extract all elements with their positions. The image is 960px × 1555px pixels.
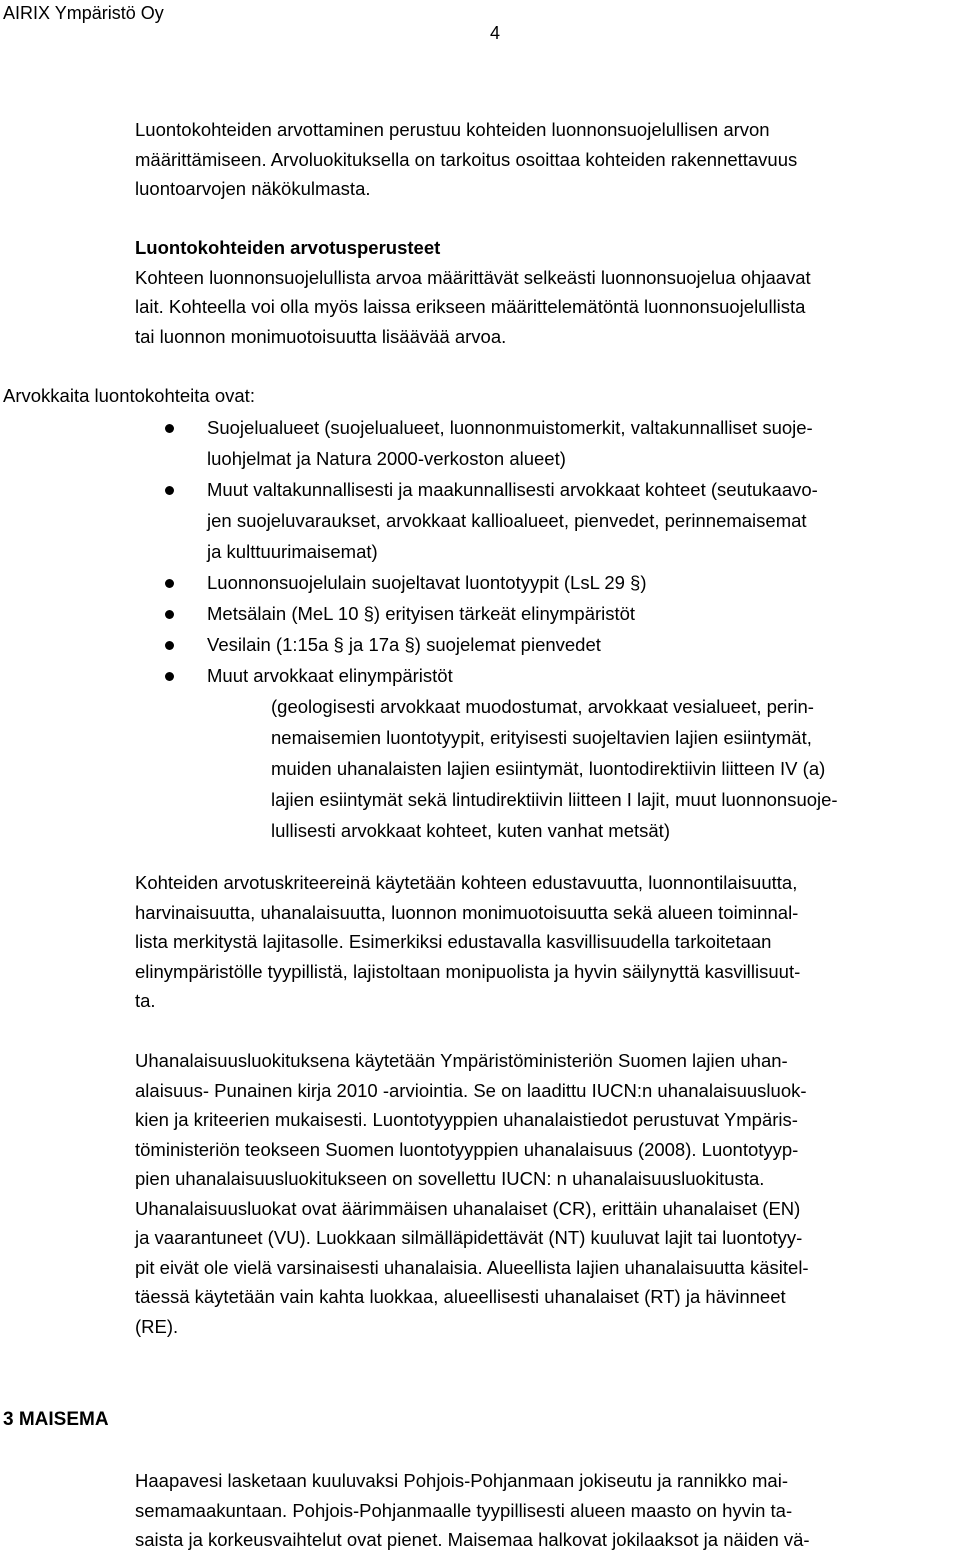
paragraph-line: semamaakuntaan. Pohjois-Pohjanmaalle tyypillisesti alueen maasto on hyvin ta- (135, 1499, 793, 1521)
paragraph-line: saista ja korkeusvaihtelut ovat pienet. Maisemaa halkovat jokilaaksot ja näiden vä- (135, 1529, 810, 1550)
intro-line: luontoarvojen näkökulmasta. (135, 178, 371, 199)
list-item-line: ja kulttuurimaisemat) (207, 541, 378, 562)
paragraph-line: Uhanalaisuusluokat ovat äärimmäisen uhanalaiset (CR), erittäin uhanalaiset (EN) (135, 1197, 801, 1219)
criteria-section (135, 233, 960, 351)
paragraph-line: ta. (135, 990, 156, 1011)
list-item-line: Muut arvokkaat elinympäristöt (207, 665, 453, 686)
list-item-subline: (geologisesti arvokkaat muodostumat, arvokkaat vesialueet, perin- (271, 696, 814, 717)
criteria-heading: Luontokohteiden arvotusperusteet (135, 237, 441, 258)
header-company-name: AIRIX Ympäristö Oy (3, 3, 164, 23)
list-item (165, 629, 960, 660)
bullet-icon (165, 486, 174, 495)
list-item-subline: lullisesti arvokkaat kohteet, kuten vanhat metsät) (271, 820, 670, 841)
paragraph-line: kien ja kriteerien mukaisesti. Luontotyyppien uhanalaistiedot perustuvat Ympäris- (135, 1109, 798, 1130)
list-item-line: Luonnonsuojelulain suojeltavat luontotyypit (LsL 29 §) (207, 572, 647, 593)
list-item-line: Metsälain (MeL 10 §) erityisen tärkeät elinympäristöt (207, 603, 636, 624)
list-item (165, 412, 960, 474)
list-item-line: luohjelmat ja Natura 2000-verkoston alueet) (207, 448, 566, 469)
list-item-subtext (207, 691, 960, 846)
valuable-sites-list (165, 412, 960, 846)
list-item (165, 567, 960, 598)
bullet-icon (165, 672, 174, 681)
intro-line: määrittämiseen. Arvoluokituksella on tarkoitus osoittaa kohteiden rakennettavuus (135, 148, 798, 170)
bullet-icon (165, 610, 174, 619)
list-item-line: Suojelualueet (suojelualueet, luonnonmuistomerkit, valtakunnalliset suoje- (207, 417, 813, 438)
paragraph-line: pit eivät ole vielä varsinaisesti uhanalaisia. Alueellista lajien uhanalaisuutta käsitel- (135, 1256, 809, 1278)
paragraph-line: (RE). (135, 1315, 179, 1337)
list-item-line: jen suojeluvaraukset, arvokkaat kallioalueet, pienvedet, perinnemaisemat (207, 510, 807, 531)
paragraph-line: pien uhanalaisuusluokitukseen on sovellettu IUCN: n uhanalaisuusluokitusta. (135, 1168, 765, 1189)
paragraph-line: lista merkitystä lajitasolle. Esimerkiksi edustavalla kasvillisuudella tarkoitetaan (135, 931, 772, 952)
assessment-criteria-paragraph (135, 868, 960, 1016)
paragraph-line: ja vaarantuneet (VU). Luokkaan silmälläpidettävät (NT) kuuluvat lajit tai luontotyy- (135, 1227, 803, 1248)
criteria-line: tai luonnon monimuotoisuutta lisäävää arvoa. (135, 325, 507, 347)
list-item-subline: nemaisemien luontotyypit, erityisesti suojeltavien lajien esiintymät, (271, 727, 812, 748)
intro-line: Luontokohteiden arvottaminen perustuu kohteiden luonnonsuojelullisen arvon (135, 119, 770, 140)
section-heading-landscape: 3 MAISEMA (3, 1409, 109, 1430)
paragraph-line: töministeriön teokseen Suomen luontotyyppien uhanalaisuus (2008). Luontotyyp- (135, 1138, 799, 1160)
paragraph-line: täessä käytetään vain kahta luokkaa, alueellisesti uhanalaiset (RT) ja hävinneet (135, 1286, 786, 1307)
paragraph-line: Haapavesi lasketaan kuuluvaksi Pohjois-Pohjanmaan jokiseutu ja rannikko mai- (135, 1470, 788, 1491)
valuable-sites-intro: Arvokkaita luontokohteita ovat: (3, 385, 255, 406)
intro-paragraph (135, 115, 960, 204)
paragraph-line: harvinaisuutta, uhanalaisuutta, luonnon monimuotoisuutta sekä alueen toiminnal- (135, 901, 799, 923)
list-item (165, 660, 960, 846)
list-item (165, 474, 960, 567)
list-item-subline: lajien esiintymät sekä lintudirektiivin liitteen I lajit, muut luonnonsuoje- (271, 789, 838, 810)
list-item (165, 598, 960, 629)
bullet-icon (165, 641, 174, 650)
threat-classification-paragraph (135, 1046, 960, 1341)
paragraph-line: Uhanalaisuusluokituksena käytetään Ympäristöministeriön Suomen lajien uhan- (135, 1050, 788, 1071)
page-number: 4 (490, 23, 501, 43)
list-item-line: Vesilain (1:15a § ja 17a §) suojelemat pienvedet (207, 634, 601, 655)
paragraph-line: Kohteiden arvotuskriteereinä käytetään kohteen edustavuutta, luonnontilaisuutta, (135, 872, 798, 893)
list-item-line: Muut valtakunnallisesti ja maakunnallisesti arvokkaat kohteet (seutukaavo- (207, 479, 818, 500)
landscape-paragraph (135, 1466, 960, 1555)
paragraph-line: alaisuus- Punainen kirja 2010 -arviointia. Se on laadittu IUCN:n uhanalaisuusluok- (135, 1079, 807, 1101)
bullet-icon (165, 579, 174, 588)
list-item-subline: muiden uhanalaisten lajien esiintymät, luontodirektiivin liitteen IV (a) (271, 758, 826, 779)
bullet-icon (165, 424, 174, 433)
criteria-line: Kohteen luonnonsuojelullista arvoa määrittävät selkeästi luonnonsuojelua ohjaavat (135, 266, 811, 288)
paragraph-line: elinympäristölle tyypillistä, lajistoltaan monipuolista ja hyvin säilynyttä kasvillisuut- (135, 960, 801, 982)
criteria-line: lait. Kohteella voi olla myös laissa erikseen määrittelemätöntä luonnonsuojelullista (135, 296, 806, 317)
